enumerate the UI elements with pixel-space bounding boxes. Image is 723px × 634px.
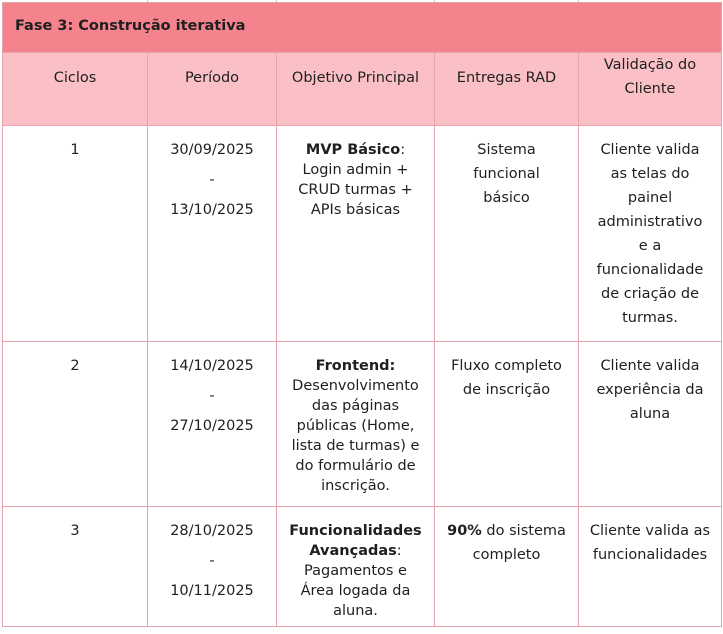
header-row	[3, 53, 722, 126]
table-row	[3, 507, 722, 627]
period-cell: 30/09/2025 - 13/10/2025	[148, 126, 277, 342]
objective-cell: MVP Básico: Login admin + CRUD turmas + APIs básicas	[277, 126, 435, 342]
period-cell: 14/10/2025 - 27/10/2025	[148, 342, 277, 507]
deliverable-cell: 90% do sistema completo	[435, 507, 579, 627]
phase-title: Fase 3: Construção iterativa	[3, 3, 722, 53]
validation-cell: Cliente valida experiência da aluna	[579, 342, 722, 507]
header-objective: Objetivo Principal	[277, 53, 435, 126]
cycle-cell: 2	[3, 342, 148, 507]
validation-cell: Cliente valida as funcionalidades	[579, 507, 722, 627]
header-deliverables: Entregas RAD	[435, 53, 579, 126]
objective-cell: Funcionalidades Avançadas: Pagamentos e Área logada da aluna.	[277, 507, 435, 627]
header-period: Período	[148, 53, 277, 126]
cycle-cell: 3	[3, 507, 148, 627]
header-validation: Validação do Cliente	[579, 53, 722, 126]
header-cycles: Ciclos	[3, 53, 148, 126]
table-row	[3, 342, 722, 507]
table-row	[3, 126, 722, 342]
validation-cell: Cliente valida as telas do painel administrativo e a funcionalidade de criação de turmas.	[579, 126, 722, 342]
period-cell: 28/10/2025 - 10/11/2025	[148, 507, 277, 627]
cycle-cell: 1	[3, 126, 148, 342]
deliverable-cell: Sistema funcional básico	[435, 126, 579, 342]
objective-cell: Frontend: Desenvolvimento das páginas públicas (Home, lista de turmas) e do formulário de inscrição.	[277, 342, 435, 507]
deliverable-cell: Fluxo completo de inscrição	[435, 342, 579, 507]
phase-table	[2, 2, 722, 627]
